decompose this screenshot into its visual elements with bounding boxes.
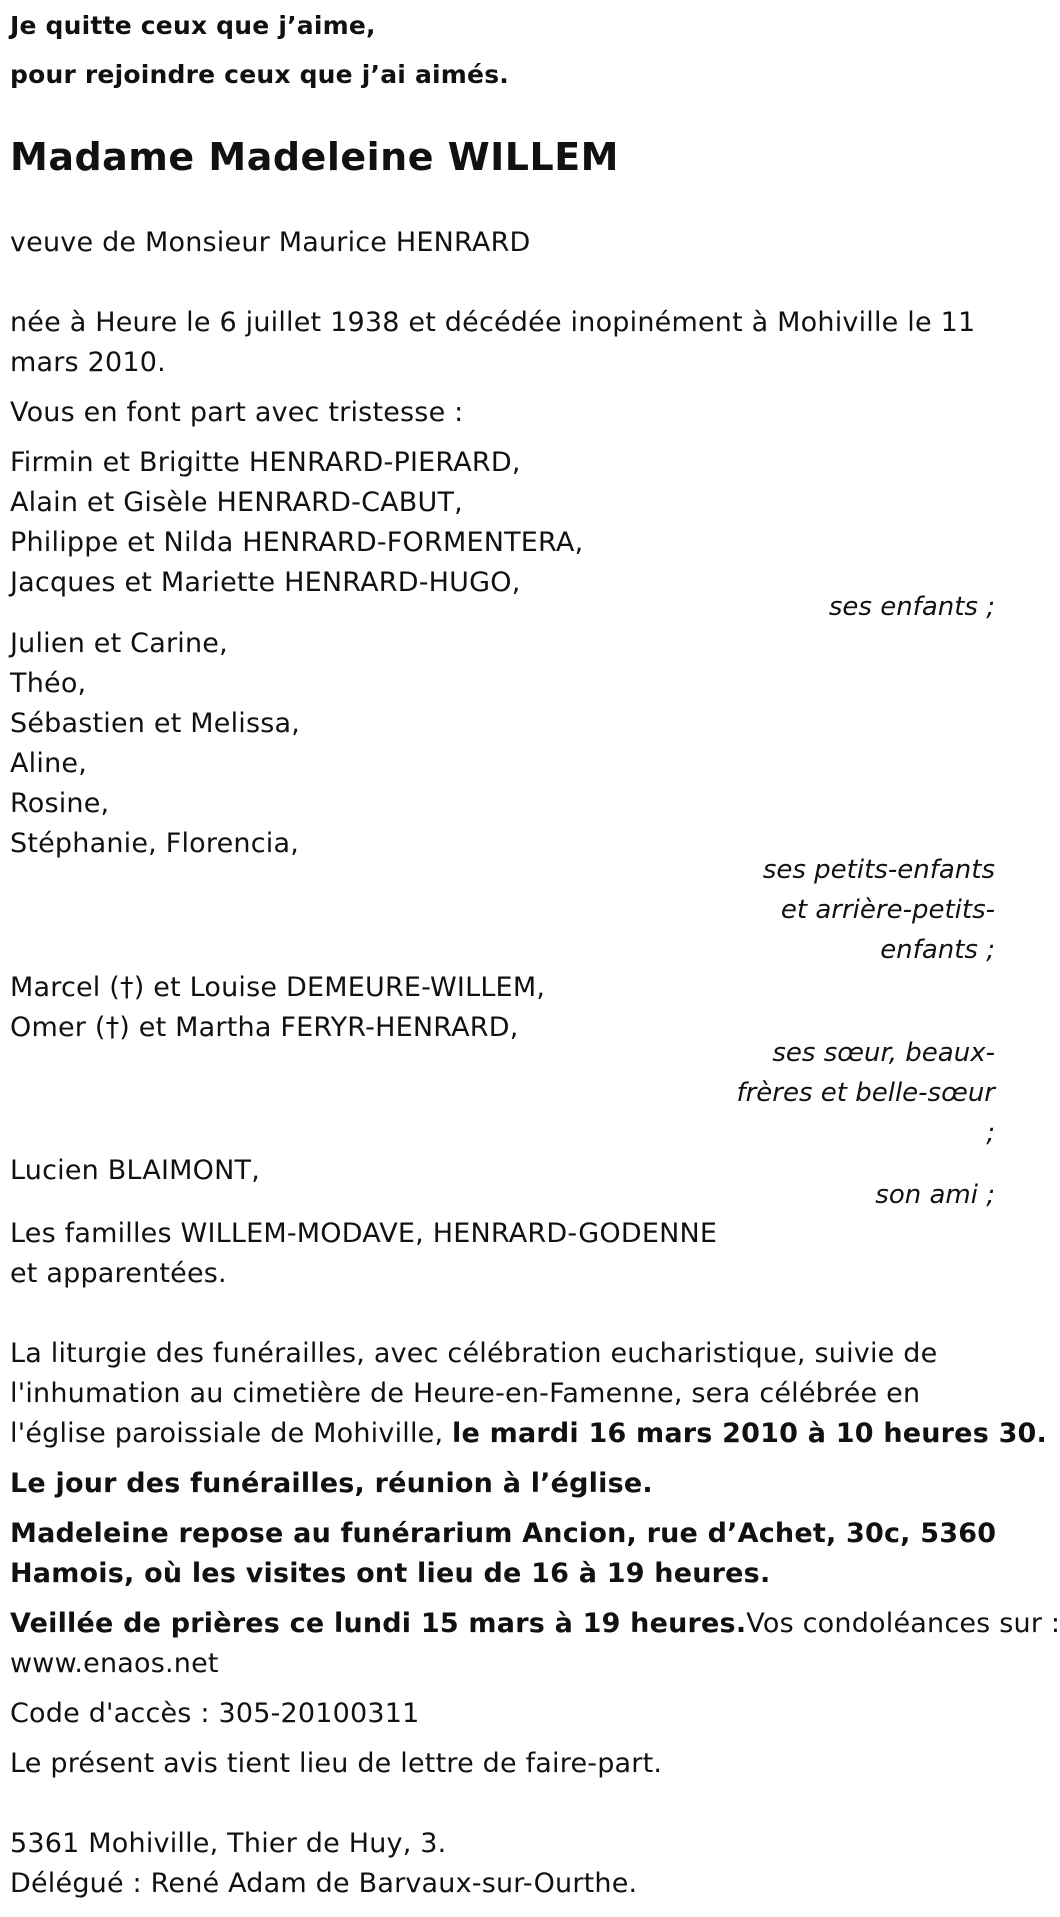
- epigraph-line-1: Je quitte ceux que j’aime,: [10, 11, 376, 40]
- grandchildren-relation-line-1: ses petits-enfants: [762, 855, 995, 885]
- families-line-2: et apparentées.: [10, 1258, 227, 1289]
- siblings-relation-line-1: ses sœur, beaux-: [772, 1038, 995, 1068]
- grandchild-name: Julien et Carine,: [10, 628, 228, 659]
- children-relation: ses enfants ;: [828, 592, 995, 622]
- families-line-1: Les familles WILLEM-MODAVE, HENRARD-GODENNE: [10, 1218, 718, 1249]
- grandchild-name: Rosine,: [10, 788, 110, 819]
- child-name: Jacques et Mariette HENRARD-HUGO,: [10, 567, 521, 598]
- friend-name: Lucien BLAIMONT,: [10, 1155, 260, 1186]
- epigraph-line-2: pour rejoindre ceux que j’ai aimés.: [10, 60, 509, 89]
- vigil-line: [10, 1604, 1060, 1644]
- condolences-website[interactable]: www.enaos.net: [10, 1648, 219, 1679]
- grandchildren-relation-line-2: et arrière-petits-: [780, 895, 995, 925]
- funeral-date: le mardi 16 mars 2010 à 10 heures 30.: [452, 1418, 1047, 1449]
- grandchild-name: Aline,: [10, 748, 87, 779]
- siblings-relation-line-3: ;: [986, 1118, 995, 1148]
- access-code: Code d'accès : 305-20100311: [10, 1698, 420, 1729]
- address-line: 5361 Mohiville, Thier de Huy, 3.: [10, 1828, 447, 1859]
- funeral-line-1: La liturgie des funérailles, avec célébration eucharistique, suivie de: [10, 1338, 938, 1369]
- sibling-name: Marcel (†) et Louise DEMEURE-WILLEM,: [10, 972, 546, 1003]
- spouse-line: veuve de Monsieur Maurice HENRARD: [10, 227, 531, 258]
- condolences-text: Vos condoléances sur :: [746, 1608, 1060, 1639]
- birth-death-line-1: née à Heure le 6 juillet 1938 et décédée inopinément à Mohiville le 11: [10, 307, 976, 338]
- notice-line: Le présent avis tient lieu de lettre de faire-part.: [10, 1748, 663, 1779]
- grandchildren-relation-line-3: enfants ;: [880, 935, 995, 965]
- funeral-line-2: l'inhumation au cimetière de Heure-en-Famenne, sera célébrée en: [10, 1378, 921, 1409]
- siblings-relation-line-2: frères et belle-sœur: [736, 1078, 995, 1108]
- deceased-name: Madame Madeleine WILLEM: [10, 135, 619, 179]
- delegate-line: Délégué : René Adam de Barvaux-sur-Ourthe.: [10, 1868, 638, 1899]
- sibling-name: Omer (†) et Martha FERYR-HENRARD,: [10, 1012, 519, 1043]
- grandchild-name: Théo,: [10, 668, 87, 699]
- repose-line-2: Hamois, où les visites ont lieu de 16 à 19 heures.: [10, 1558, 771, 1589]
- funeral-line-3: [10, 1414, 1047, 1454]
- grandchild-name: Stéphanie, Florencia,: [10, 828, 299, 859]
- grandchild-name: Sébastien et Melissa,: [10, 708, 301, 739]
- intro-line: Vous en font part avec tristesse :: [10, 397, 464, 428]
- child-name: Philippe et Nilda HENRARD-FORMENTERA,: [10, 527, 584, 558]
- funeral-church: l'église paroissiale de Mohiville,: [10, 1418, 453, 1449]
- child-name: Alain et Gisèle HENRARD-CABUT,: [10, 487, 463, 518]
- obituary-notice: [10, 0, 1060, 1917]
- child-name: Firmin et Brigitte HENRARD-PIERARD,: [10, 447, 521, 478]
- repose-line-1: Madeleine repose au funérarium Ancion, rue d’Achet, 30c, 5360: [10, 1518, 997, 1549]
- vigil-text: Veillée de prières ce lundi 15 mars à 19 heures.: [10, 1608, 747, 1639]
- birth-death-line-2: mars 2010.: [10, 347, 166, 378]
- friend-relation: son ami ;: [875, 1180, 995, 1210]
- gathering-line: Le jour des funérailles, réunion à l’église.: [10, 1468, 653, 1499]
